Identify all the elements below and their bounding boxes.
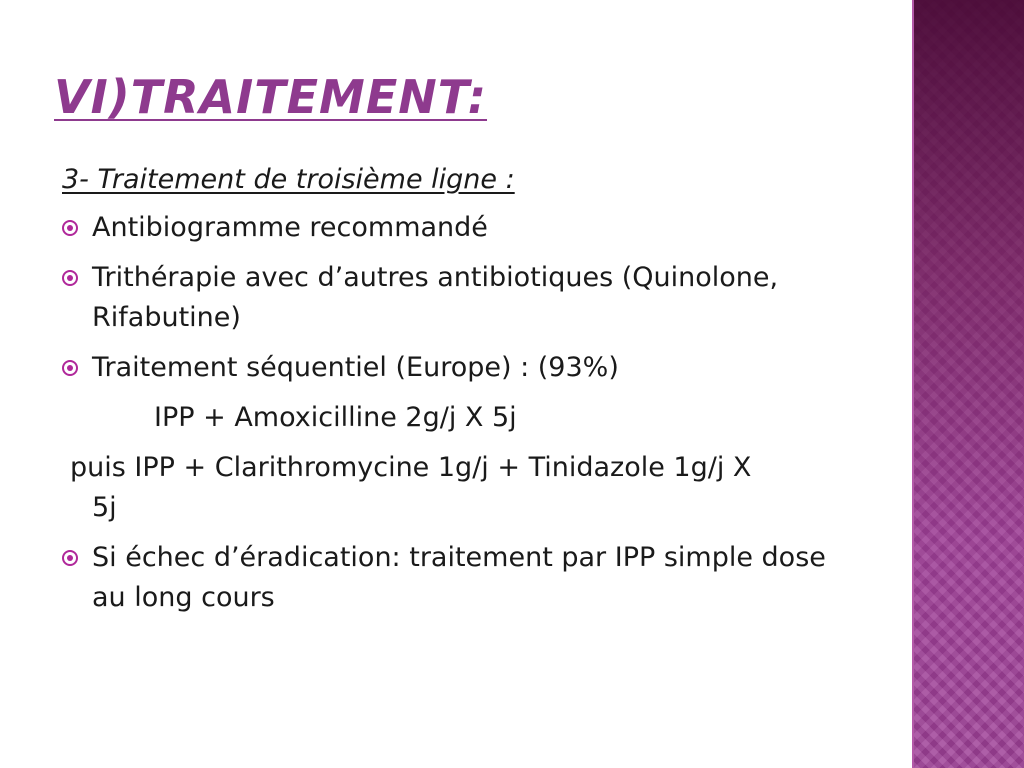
target-bullet-icon bbox=[62, 220, 78, 236]
target-bullet-icon bbox=[62, 360, 78, 376]
slide-title: VI)TRAITEMENT: bbox=[54, 70, 488, 124]
target-bullet-icon bbox=[62, 270, 78, 286]
bullet-text: Traitement séquentiel (Europe) : (93%) bbox=[92, 352, 619, 383]
bullet-text: Antibiogramme recommandé bbox=[92, 212, 488, 243]
regimen-line-2-continuation: 5j bbox=[92, 492, 117, 523]
decorative-side-strip bbox=[912, 0, 1024, 768]
bullet-text: Si échec d’éradication: traitement par IPP simple dose au long cours bbox=[92, 542, 826, 613]
slide-content bbox=[62, 160, 862, 628]
bullet-item bbox=[62, 348, 862, 388]
target-bullet-icon bbox=[62, 550, 78, 566]
bullet-item bbox=[62, 258, 862, 338]
bullet-text: Trithérapie avec d’autres antibiotiques (Quinolone, Rifabutine) bbox=[92, 262, 779, 333]
bullet-item bbox=[62, 208, 862, 248]
subheading: 3- Traitement de troisième ligne : bbox=[62, 164, 515, 195]
side-strip-edge bbox=[912, 0, 914, 768]
regimen-line-2: puis IPP + Clarithromycine 1g/j + Tinidazole 1g/j X bbox=[70, 452, 752, 483]
bullet-item bbox=[62, 538, 862, 618]
regimen-line-1: IPP + Amoxicilline 2g/j X 5j bbox=[154, 402, 517, 433]
